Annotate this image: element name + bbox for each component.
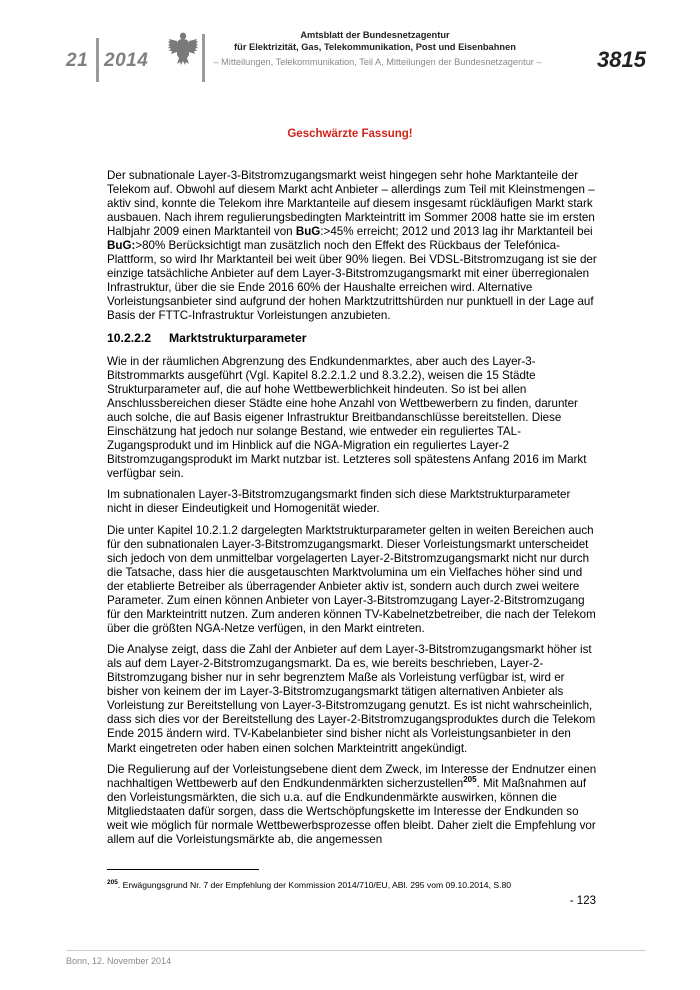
- paragraph: Die unter Kapitel 10.2.1.2 dargelegten Marktstrukturparameter gelten in weiten Bereichen auch für den subnationalen Layer-3-Bitstromzugangsmarkt. Dieser Vorleistungsmarkt unterscheidet sich jedoch von dem unmittelbar vorgelagerten Layer-2-Bitstromzugangsmarkt nicht nur durch die Tatsache, dass hier die ausgetauschten Marktvolumina um ein Vielfaches höher sind und der etablierte Betreiber als überragender Anbieter aktiv ist, sondern auch durch zwei weitere Parameter. Zum einen können Anbieter von Layer-3-Bitstromzugang Layer-2-Bitstromzugang für den Markteintritt nutzen. Zum anderen können TV-Kabelnetzbetreiber, die nach der Telekom über die größten NGA-Netze verfügen, in den Markt eintreten.: [107, 523, 596, 635]
- section-heading: [107, 331, 597, 345]
- footnote-reference: 205: [463, 774, 477, 784]
- redaction-marker: BuG: [295, 225, 321, 239]
- federal-eagle-icon: [168, 30, 198, 66]
- paragraph: [107, 169, 597, 324]
- redaction-notice: Geschwärzte Fassung!: [287, 128, 413, 140]
- footnote-divider: [107, 869, 259, 870]
- document-body: [107, 169, 597, 854]
- text-run: Die Regulierung auf der Vorleistungsebene dient dem Zweck, im Interesse der Endnutzer einen nachhaltigen Wettbewerb auf den Endkundenmärkten sicherzustellen: [107, 762, 597, 790]
- publication-subtitle: – Mitteilungen, Telekommunikation, Teil A, Mitteilungen der Bundesnetzagentur –: [213, 57, 542, 67]
- redaction-marker: BuG:: [107, 239, 136, 253]
- issue-number: 21: [66, 50, 89, 71]
- paragraph: Im subnationalen Layer-3-Bitstromzugangsmarkt finden sich diese Marktstrukturparameter nicht in dieser Eindeutigkeit und Homogenität wieder.: [107, 488, 571, 516]
- header-divider: [96, 38, 99, 82]
- paragraph: Die Analyse zeigt, dass die Zahl der Anbieter auf dem Layer-3-Bitstromzugangsmarkt höher ist als auf dem Layer-2-Bitstromzugangsmarkt. Da es, wie bereits beschrieben, Layer-2-Bitstromzugang bisher nur in sehr begrenztem Maße als Vorleistung verfügbar ist, wird er bisher von keinem der im Layer-3-Bitstromzugangsmarkt tätigen alternativen Anbieter als Vorleistung zur Bereitstellung von Layer-3-Bitstromzugang genutzt. Es ist nicht wahrscheinlich, dass sich dies vor der Bereitstellung des Layer-2-Bitstromzugangsproduktes durch die Telekom Ende 2015 ändern wird. TV-Kabelanbieter sind bisher nicht als Vorleistungsanbieter in den Markt eingetreten oder haben einen solchen Markteintritt angekündigt.: [107, 643, 596, 755]
- text-run: :>45% erreicht; 2012 und 2013 lag ihr Marktanteil bei: [320, 225, 593, 239]
- page-header: [0, 0, 700, 90]
- page-number: 3815: [597, 47, 646, 72]
- text-run: >80% Berücksichtigt man zusätzlich noch den Effekt des Rückbaus der Telefónica-Plattform, so wird Ihr Marktanteil bei weit über 90% liegen. Bei VDSL-Bitstromzugang ist sie der einzige tatsächliche Anbieter auf dem Layer-3-Bitstromzugangsmarkt mit einer überregionalen Infrastruktur, über die sie Ende 2016 60% der Haushalte erreichen wird. Alternative Vorleistungsanbieter sind aufgrund der hohen Marktzutrittshürden nur punktuell in der Lage auf Basis der FTTC-Infrastruktur Vorleistungen anzubieten.: [107, 239, 597, 323]
- internal-page-label: - 123: [569, 895, 596, 907]
- footnote-text: . Erwägungsgrund Nr. 7 der Empfehlung der Kommission 2014/710/EU, ABl. 295 vom 09.10.2014, S.80: [117, 880, 512, 890]
- footnote-number: 205: [107, 879, 118, 887]
- footer-date: Bonn, 12. November 2014: [66, 956, 172, 966]
- publication-title: [205, 29, 545, 53]
- section-title: Marktstrukturparameter: [169, 330, 307, 345]
- footnote: [107, 880, 511, 890]
- paragraph: [107, 763, 597, 847]
- text-run: . Mit Maßnahmen auf den Vorleistungsmärkten, die sich u.a. auf die Endkundenmärkte auswirken, können die Mitgliedstaaten dafür sorgen, dass die Wertschöpfungskette im Interesse der Endkunden so weit wie möglich für normale Wettbewerbsprozesse offen bleibt. Daher zielt die Empfehlung vor allem auf die Vorleistungsmärkte ab, die angemessen: [107, 776, 596, 846]
- footer-divider: [66, 950, 646, 951]
- publication-title-line: Amtsblatt der Bundesnetzagentur: [300, 30, 450, 40]
- text-run: Der subnationale Layer-3-Bitstromzugangsmarkt weist hingegen sehr hohe Marktanteile der Telekom auf. Obwohl auf diesem Markt acht Anbieter – allerdings zum Teil mit Kleinstmengen – aktiv sind, konnte die Telekom ihre Marktanteile auf diesem insgesamt rückläufigen Markt stark ausbauen. Nach ihrem regulierungsbedingten Markteintritt im Sommer 2008 hatte sie im ersten Halbjahr 2009 einen Marktanteil von: [107, 169, 595, 239]
- issue-year: 2014: [104, 50, 149, 71]
- paragraph: Wie in der räumlichen Abgrenzung des Endkundenmarktes, aber auch des Layer-3-Bitstrommarkts ausgeführt (Vgl. Kapitel 8.2.2.1.2 und 8.3.2.2), weisen die 15 Städte Strukturparameter auf, die auf hohe Wettbewerblichkeit hindeuten. So ist bei allen Anschlussbereichen dieser Städte eine hohe Anzahl von Wettbewerbern zu finden, darunter auch solche, die auf Basis eigener Infrastruktur Breitbandanschlüsse bereitstellen. Diese Einschätzung hat jedoch nur solange Bestand, wie entweder ein reguliertes TAL-Zugangsprodukt und im Hinblick auf die NGA-Migration ein reguliertes Layer-2 Bitstromzugangsprodukt im Markt nutzbar ist. Letzteres soll spätestens Anfang 2016 im Markt verfügbar sein.: [107, 354, 587, 481]
- section-number: 10.2.2.2: [107, 330, 152, 345]
- publication-title-line: für Elektrizität, Gas, Telekommunikation, Post und Eisenbahnen: [234, 42, 516, 52]
